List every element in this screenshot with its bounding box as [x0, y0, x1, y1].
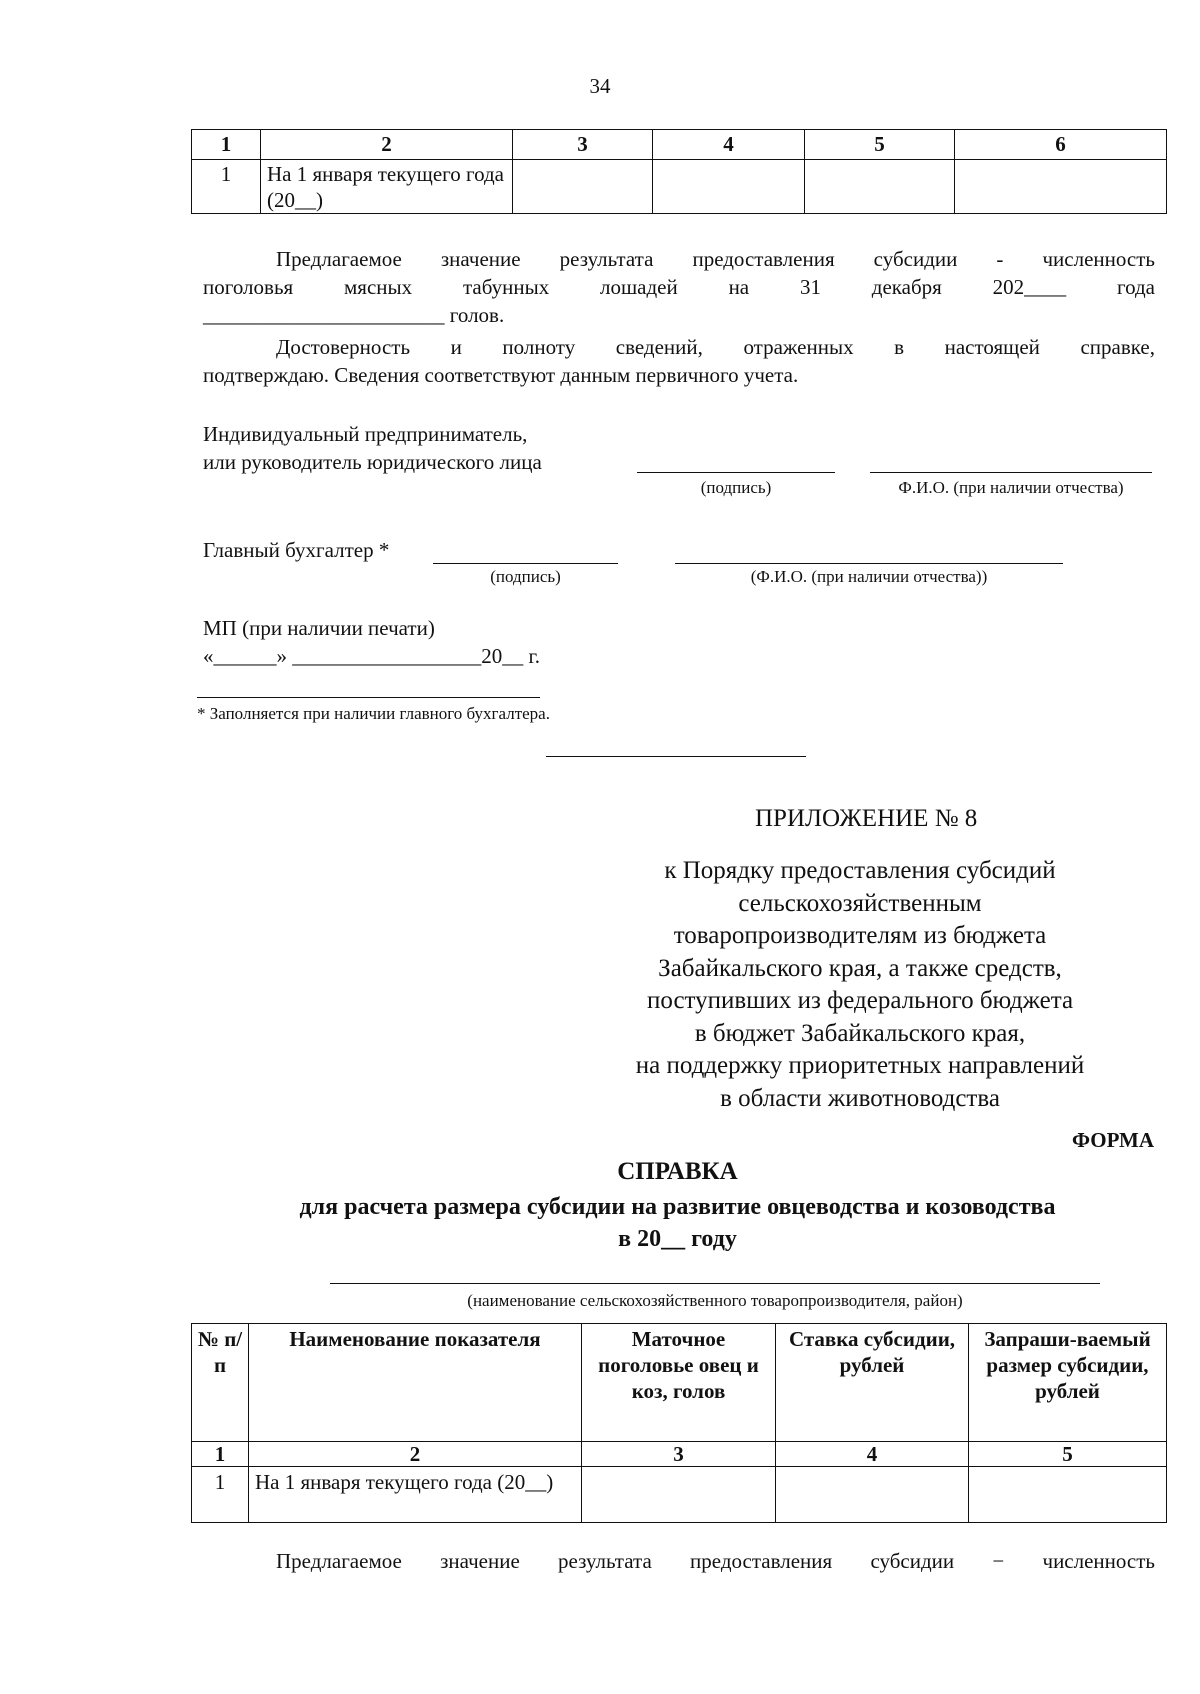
signatory-label — [203, 420, 542, 476]
header-cell: 1 — [192, 130, 261, 160]
name-caption: Ф.И.О. (при наличии отчества) — [898, 478, 1124, 497]
paragraph-line: поголовья мясных табунных лошадей на 31 декабря 202____ года — [203, 275, 1155, 299]
column-number-row — [192, 1442, 1167, 1467]
table-header-row — [192, 130, 1167, 160]
appendix-line: Забайкальского края, а также средств, — [658, 954, 1062, 982]
signature-line[interactable] — [433, 563, 618, 564]
signature-caption: (подпись) — [700, 478, 772, 497]
signature-caption: (подпись) — [490, 567, 561, 586]
appendix-line: поступивших из федерального бюджета — [646, 987, 1074, 1014]
table-cell[interactable] — [776, 1467, 969, 1523]
header-cell: 5 — [805, 130, 955, 160]
stamp-block — [203, 614, 540, 670]
confirmation-paragraph — [203, 333, 1155, 389]
subtitle-line: для расчета размера субсидии на развитие овцеводства и козоводства — [299, 1194, 1056, 1220]
paragraph-line: Достоверность и полноту сведений, отраженных в настоящей справке, — [276, 335, 1155, 359]
table-row — [192, 160, 1167, 214]
form-label: ФОРМА — [1071, 1128, 1154, 1152]
paragraph-line: Предлагаемое значение результата предоставления субсидии − численность — [276, 1549, 1155, 1573]
paragraph-line: _______________________ голов. — [203, 303, 505, 327]
row-number: 1 — [192, 1467, 249, 1523]
result-paragraph — [203, 245, 1155, 329]
result-paragraph-2 — [203, 1547, 1155, 1575]
appendix-line: в области животноводства — [720, 1084, 1000, 1112]
appendix-line: к Порядку предоставления субсидий — [664, 857, 1056, 884]
table-cell[interactable] — [513, 160, 653, 214]
appendix-line: сельскохозяйственным — [738, 889, 982, 917]
row-number: 1 — [192, 160, 261, 214]
date-line: «______» __________________20__ г. — [203, 644, 540, 668]
paragraph-line: Предлагаемое значение результата предоставления субсидии - численность — [276, 247, 1155, 271]
table-cell[interactable] — [955, 160, 1167, 214]
appendix-line: на поддержку приоритетных направлений — [635, 1052, 1085, 1079]
header-cell: 2 — [261, 130, 513, 160]
table-cell[interactable] — [582, 1467, 776, 1523]
header-cell: Ставка субсидии, рублей — [776, 1324, 969, 1442]
table-row — [192, 1467, 1167, 1523]
stamp-label: МП (при наличии печати) — [203, 616, 435, 640]
table-cell[interactable] — [805, 160, 955, 214]
footnote-separator — [197, 697, 540, 698]
table-sheep-goats — [191, 1323, 1167, 1523]
paragraph-line: подтверждаю. Сведения соответствуют данным первичного учета. — [203, 363, 799, 387]
certificate-title: СПРАВКА — [617, 1158, 738, 1185]
certificate-subtitle — [200, 1191, 1155, 1255]
appendix-reference — [600, 855, 1120, 1115]
header-cell: 3 — [513, 130, 653, 160]
footnote: * Заполняется при наличии главного бухгалтера. — [197, 704, 550, 723]
table-cell[interactable] — [653, 160, 805, 214]
header-cell: № п/п — [192, 1324, 249, 1442]
header-cell: Запраши-ваемый размер субсидии, рублей — [969, 1324, 1167, 1442]
column-number: 2 — [249, 1442, 582, 1467]
subtitle-line: в 20__ году — [618, 1226, 737, 1252]
signature-line[interactable] — [637, 472, 835, 473]
appendix-title: ПРИЛОЖЕНИЕ № 8 — [755, 805, 978, 832]
appendix-line: товаропроизводителям из бюджета — [673, 922, 1047, 949]
appendix-line: в бюджет Забайкальского края, — [694, 1019, 1026, 1047]
column-number: 4 — [776, 1442, 969, 1467]
header-cell: 4 — [653, 130, 805, 160]
name-line[interactable] — [870, 472, 1152, 473]
signatory-line: Индивидуальный предприниматель, — [203, 422, 528, 446]
section-divider — [546, 756, 806, 757]
column-number: 1 — [192, 1442, 249, 1467]
header-cell: 6 — [955, 130, 1167, 160]
producer-caption: (наименование сельскохозяйственного товаропроизводителя, район) — [467, 1291, 963, 1310]
producer-name-line[interactable] — [330, 1283, 1100, 1284]
column-number: 3 — [582, 1442, 776, 1467]
signatory-line: или руководитель юридического лица — [203, 450, 542, 474]
header-cell: Маточное поголовье овец и коз, голов — [582, 1324, 776, 1442]
page-number: 34 — [589, 74, 611, 98]
chief-accountant-label: Главный бухгалтер * — [203, 538, 390, 562]
table-header-row — [192, 1324, 1167, 1442]
header-cell: Наименование показателя — [249, 1324, 582, 1442]
table-horses — [191, 129, 1167, 214]
column-number: 5 — [969, 1442, 1167, 1467]
row-label: На 1 января текущего года (20__) — [261, 160, 513, 214]
name-line[interactable] — [675, 563, 1063, 564]
name-caption: (Ф.И.О. (при наличии отчества)) — [750, 567, 988, 586]
row-label: На 1 января текущего года (20__) — [249, 1467, 582, 1523]
table-cell[interactable] — [969, 1467, 1167, 1523]
